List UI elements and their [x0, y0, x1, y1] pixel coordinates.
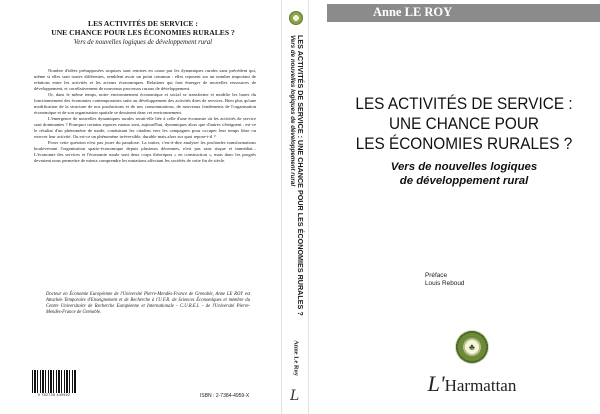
- spine-subtitle: Vers de nouvelles logiques de développement rural: [288, 35, 296, 187]
- front-title-line3: LES ÉCONOMIES RURALES ?: [355, 135, 573, 153]
- spine: [281, 0, 309, 414]
- preface-label: Préface: [425, 272, 448, 279]
- spine-title-block: [288, 35, 304, 335]
- front-title: [338, 94, 589, 154]
- barcode: [29, 368, 79, 400]
- blurb-paragraph: Nombre d'idées présupposées acquises sont remises en cause par les dynamiques rurales sans précédent qui, même si elles sont toutes différentes, semblent avoir un point commun : elles reposent sur un nombre important de relations entre les activités et les acteurs économiques. Relations qui font émerger de nouvelles ressources de développement, et corrélativement de nouveaux processus ruraux de développement.: [34, 68, 256, 91]
- back-blurb: [34, 68, 256, 165]
- barcode-digits: 9 782738 449592: [37, 393, 71, 397]
- spine-title: LES ACTIVITÉS DE SERVICE : UNE CHANCE POUR LES ÉCONOMIES RURALES ?: [295, 35, 305, 316]
- front-title-line1: LES ACTIVITÉS DE SERVICE :: [355, 95, 573, 113]
- front-subtitle: [329, 160, 599, 188]
- front-title-line2: UNE CHANCE POUR: [388, 115, 540, 133]
- front-author: Anne LE ROY: [373, 5, 453, 19]
- preface: [425, 272, 464, 288]
- spine-publisher-mark: L: [290, 388, 300, 404]
- spine-logo-icon: [289, 11, 303, 25]
- back-subtitle: Vers de nouvelles logiques de développement rural: [73, 39, 213, 46]
- publisher-name: Harmattan: [444, 376, 517, 395]
- blurb-paragraph: L'émergence de nouvelles dynamiques rurales serait-elle liée à celle d'une économie où les activités de service sont dominantes ? Pourquoi certains espaces ruraux sont, aujourd'hui, dynamiques alors que d'autres s'éteignent : est-ce le résultat d'un phénomène de mode, conduisant les citadins vers les campagnes pour occuper leur temps libre ou exercer leur activité. Ou est-ce un phénomène irréversible, durable mais alors sur quoi repose-t-il ?: [34, 116, 256, 139]
- back-title-line2: UNE CHANCE POUR LES ÉCONOMIES RURALES ?: [51, 28, 235, 37]
- collection-emblem-icon: [455, 330, 489, 364]
- back-title-line1: LES ACTIVITÉS DE SERVICE :: [88, 19, 198, 28]
- spine-author: Anne Le Roy: [292, 340, 300, 376]
- publisher-logo: [412, 371, 532, 396]
- back-title: [30, 19, 256, 37]
- author-band: [327, 4, 600, 22]
- front-subtitle-line1: Vers de nouvelles logiques: [390, 161, 538, 173]
- back-cover: [0, 0, 281, 414]
- author-bio: Docteur en Économie Européenne de l'Université Pierre-Mendès-France de Grenoble, Anne LE ROY est Attachée Temporaire d'Enseignement et de Recherche à l'U.F.R. de Sciences Économiques et membre du Centre Universitaire de Recherche Européenne et Internationale - C.U.R.E.I. - de l'Université Pierre-Mendès-France de Grenoble.: [46, 292, 250, 315]
- front-cover: [309, 0, 600, 414]
- blurb-paragraph: Or, dans le même temps, notre environnement économique et social se transforme et modifie les bases du fonctionnement des économies contemporaines suite au développement des activités dites de services. Bien plus qu'une modification de la structure de nos productions et de nos consommations, de nouveaux fondements de l'organisation économique et de son organisation spatiale se dessinent dans cet environnement.: [34, 92, 256, 115]
- isbn: ISBN : 2-7384-4959-X: [200, 393, 250, 399]
- publisher-initial: L': [427, 371, 445, 396]
- barcode-icon: [32, 370, 76, 393]
- front-subtitle-line2: de développement rural: [399, 175, 529, 187]
- emblem-tree-icon: ♣: [469, 342, 475, 352]
- blurb-paragraph: Poser cette question n'est pas jouer du paradoxe. La traiter, c'est-à-dire analyser les profondes transformations bouleversant l'organisation spatio-économique depuis plusieurs décennies, n'est pas sans risque et immédiat... L'économie des services et l'économie rurale sont deux corps théoriques « en construction », mais donc les progrès devraient nous permettre de mieux comprendre les mutations affectant les sociétés de cette fin de siècle.: [34, 140, 256, 164]
- preface-name: Louis Reboud: [425, 280, 465, 287]
